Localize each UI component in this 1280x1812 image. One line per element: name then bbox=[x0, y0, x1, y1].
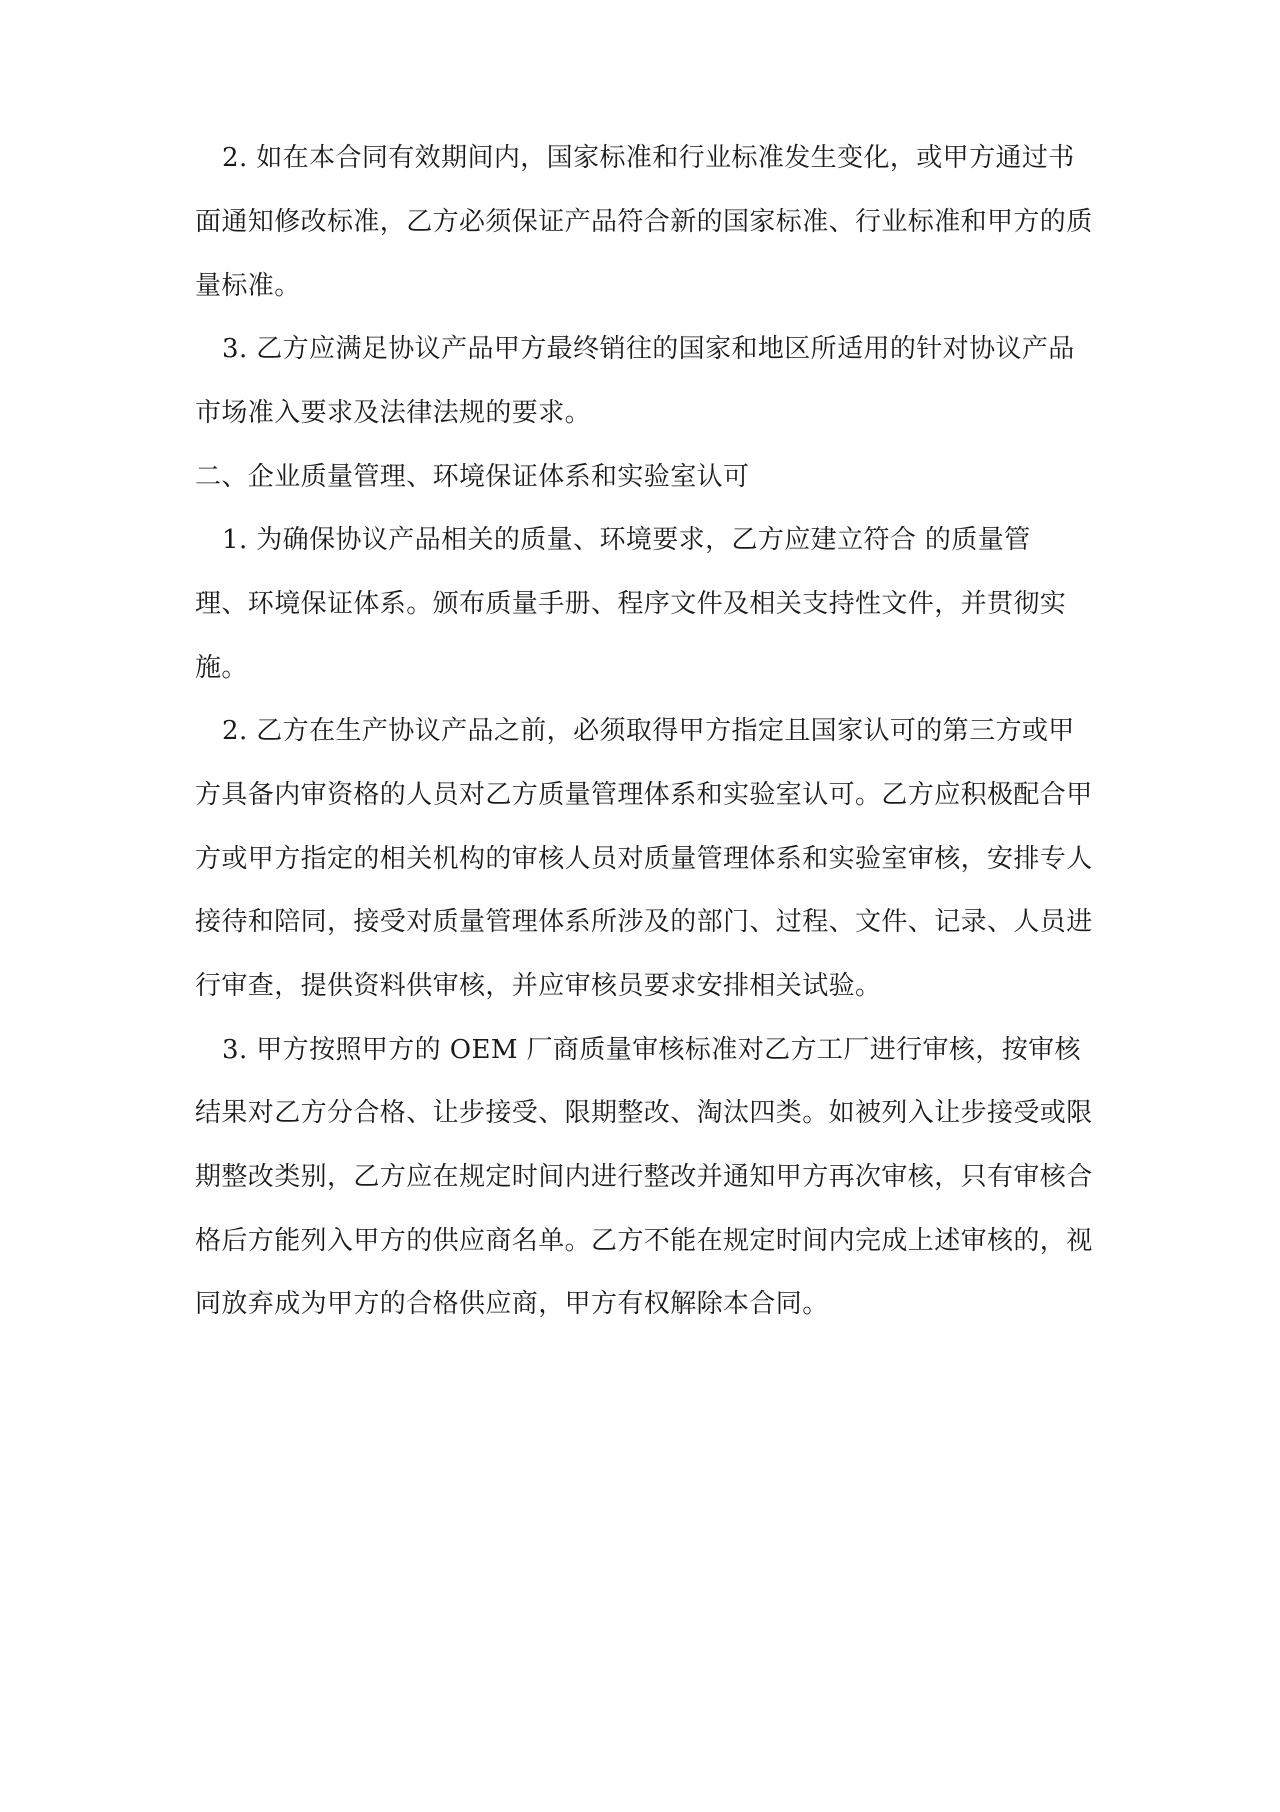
text-line: 结果对乙方分合格、让步接受、限期整改、淘汰四类。如被列入让步接受或限 bbox=[195, 1098, 1093, 1128]
text-line: 3. 乙方应满足协议产品甲方最终销往的国家和地区所适用的针对协议产品 bbox=[222, 334, 1075, 364]
text-line: 方或甲方指定的相关机构的审核人员对质量管理体系和实验室审核，安排专人 bbox=[195, 844, 1093, 874]
text-line: 格后方能列入甲方的供应商名单。乙方不能在规定时间内完成上述审核的，视 bbox=[195, 1226, 1093, 1256]
text-line: 量标准。 bbox=[195, 271, 301, 301]
text-line: 面通知修改标准，乙方必须保证产品符合新的国家标准、行业标准和甲方的质 bbox=[195, 207, 1093, 237]
text-line: 期整改类别，乙方应在规定时间内进行整改并通知甲方再次审核，只有审核合 bbox=[195, 1162, 1093, 1192]
text-line: 方具备内审资格的人员对乙方质量管理体系和实验室认可。乙方应积极配合甲 bbox=[195, 780, 1093, 810]
text-line: 理、环境保证体系。颁布质量手册、程序文件及相关支持性文件，并贯彻实 bbox=[195, 589, 1067, 619]
text-line: 施。 bbox=[195, 653, 248, 683]
text-line: 3. 甲方按照甲方的 OEM 厂商质量审核标准对乙方工厂进行审核，按审核 bbox=[222, 1035, 1081, 1065]
text-line: 同放弃成为甲方的合格供应商，甲方有权解除本合同。 bbox=[195, 1289, 829, 1319]
text-line: 1. 为确保协议产品相关的质量、环境要求，乙方应建立符合 的质量管 bbox=[222, 525, 1031, 555]
text-line: 接待和陪同，接受对质量管理体系所涉及的部门、过程、文件、记录、人员进 bbox=[195, 907, 1093, 937]
text-line: 行审查，提供资料供审核，并应审核员要求安排相关试验。 bbox=[195, 971, 882, 1001]
text-line: 市场准入要求及法律法规的要求。 bbox=[195, 398, 592, 428]
section-heading: 二、企业质量管理、环境保证体系和实验室认可 bbox=[195, 462, 750, 492]
text-line: 2. 乙方在生产协议产品之前，必须取得甲方指定且国家认可的第三方或甲 bbox=[222, 716, 1075, 746]
text-line: 2. 如在本合同有效期间内，国家标准和行业标准发生变化，或甲方通过书 bbox=[222, 143, 1075, 173]
